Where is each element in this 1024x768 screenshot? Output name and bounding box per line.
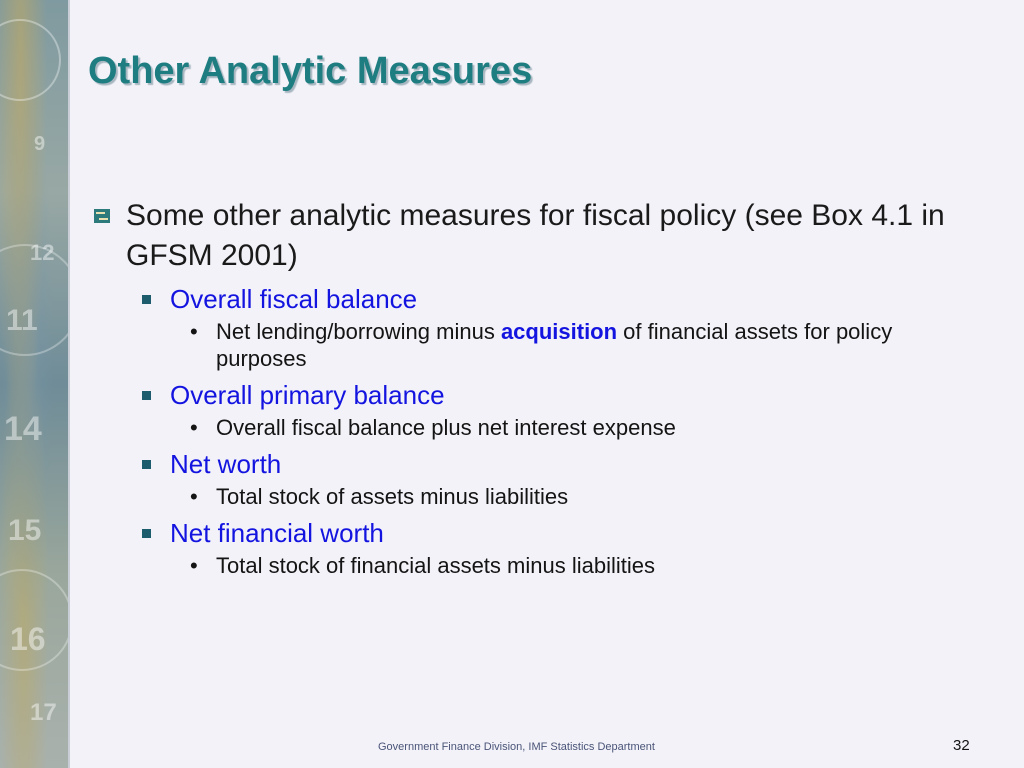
svg-text:16: 16 [10, 621, 46, 657]
dot-bullet-icon: • [190, 484, 198, 509]
measure-item [92, 282, 982, 316]
slide-content [92, 196, 982, 583]
square-bullet-icon [142, 391, 151, 400]
decorative-side-strip [0, 0, 68, 768]
strip-divider [68, 0, 70, 768]
measure-item [92, 378, 982, 412]
measure-detail [92, 552, 982, 579]
square-bullet-icon [142, 460, 151, 469]
square-bullet-icon [142, 295, 151, 304]
detail-text: Total stock of assets minus liabilities [216, 484, 569, 509]
slide-title: Other Analytic Measures [88, 50, 533, 92]
book-bullet-icon [94, 209, 110, 223]
svg-text:12: 12 [30, 240, 55, 265]
detail-text-after: of financial assets for policy purposes [216, 319, 893, 371]
dot-bullet-icon: • [190, 553, 198, 578]
measure-item [92, 447, 982, 481]
measure-label: Overall fiscal balance [170, 284, 418, 314]
detail-text: Total stock of financial assets minus liabilities [216, 553, 655, 578]
main-point-text: Some other analytic measures for fiscal policy (see Box 4.1 in GFSM 2001) [126, 199, 945, 272]
slide-footer: Government Finance Division, IMF Statistics Department [378, 741, 655, 753]
measure-label: Net financial worth [170, 518, 384, 548]
svg-text:11: 11 [6, 304, 38, 337]
measure-label: Net worth [170, 449, 282, 479]
detail-emphasis: acquisition [500, 319, 618, 344]
detail-text: Overall fiscal balance plus net interest expense [216, 415, 676, 440]
measure-detail [92, 318, 982, 372]
main-point [92, 196, 982, 276]
svg-text:15: 15 [8, 514, 42, 547]
measure-detail [92, 483, 982, 510]
dot-bullet-icon: • [190, 415, 198, 440]
dot-bullet-icon: • [190, 319, 198, 344]
measure-label: Overall primary balance [170, 380, 445, 410]
svg-text:9: 9 [34, 133, 46, 155]
square-bullet-icon [142, 529, 151, 538]
svg-text:14: 14 [4, 410, 42, 448]
clock-numbers-collage-icon [0, 0, 68, 768]
measure-item [92, 516, 982, 550]
svg-text:17: 17 [30, 699, 57, 726]
detail-text-before: Net lending/borrowing minus [216, 319, 501, 344]
page-number: 32 [953, 737, 970, 754]
measure-detail [92, 414, 982, 441]
